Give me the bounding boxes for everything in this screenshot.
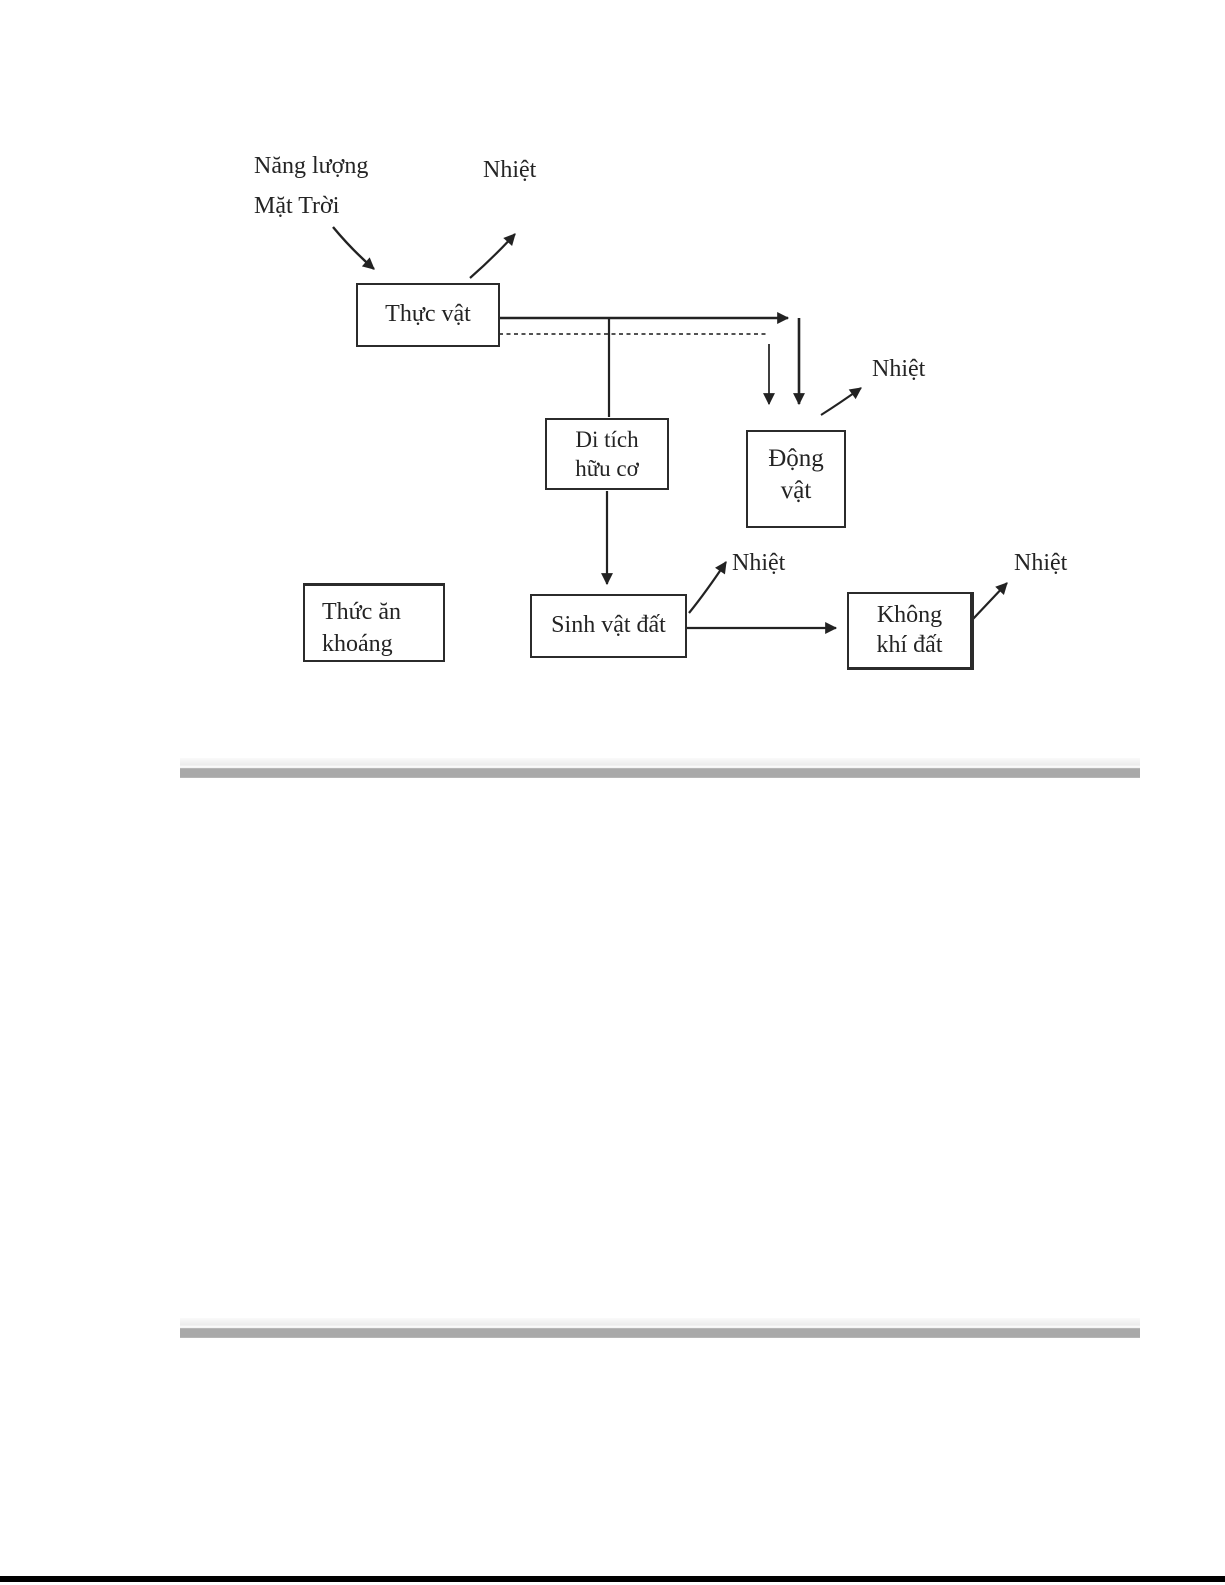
arrow-soil-organisms-to-heat — [689, 562, 726, 613]
page-separator-2 — [180, 1318, 1140, 1338]
ecosystem-energy-flow-diagram — [0, 0, 1225, 760]
label-heat-soil-air: Nhiệt — [1014, 550, 1068, 576]
label-heat-animals: Nhiệt — [872, 356, 926, 382]
label-heat-soil-organisms: Nhiệt — [732, 550, 786, 576]
node-soil-organisms-label: Sinh vật đất — [551, 612, 666, 638]
arrow-soil-air-to-heat — [973, 583, 1007, 619]
label-solar-energy-line1: Năng lượng — [254, 153, 369, 179]
node-plants-label: Thực vật — [385, 301, 471, 327]
arrow-animals-to-heat — [821, 388, 861, 415]
node-animals — [746, 430, 846, 528]
node-organic-remains — [545, 418, 669, 490]
node-organic-remains-line2: hữu cơ — [575, 456, 639, 481]
bottom-black-bar — [0, 1576, 1225, 1582]
node-soil-organisms — [530, 594, 687, 658]
node-mineral-food-line1: Thức ăn — [322, 599, 401, 625]
label-solar-energy — [254, 146, 368, 226]
node-animals-line2: vật — [780, 477, 812, 504]
node-soil-air — [847, 592, 974, 670]
node-mineral-food-line2: khoáng — [322, 631, 393, 657]
page-separator-1 — [180, 758, 1140, 778]
node-soil-air-line1: Không — [876, 602, 943, 628]
label-heat-top: Nhiệt — [483, 157, 537, 183]
arrow-plants-to-heat — [470, 234, 515, 278]
node-soil-air-line2: khí đất — [876, 632, 943, 658]
node-mineral-food — [303, 583, 445, 662]
node-organic-remains-line1: Di tích — [575, 427, 639, 452]
arrow-solar-to-plants — [333, 227, 374, 269]
label-solar-energy-line2: Mặt Trời — [254, 193, 340, 219]
node-plants — [356, 283, 500, 347]
node-animals-line1: Động — [768, 445, 824, 472]
